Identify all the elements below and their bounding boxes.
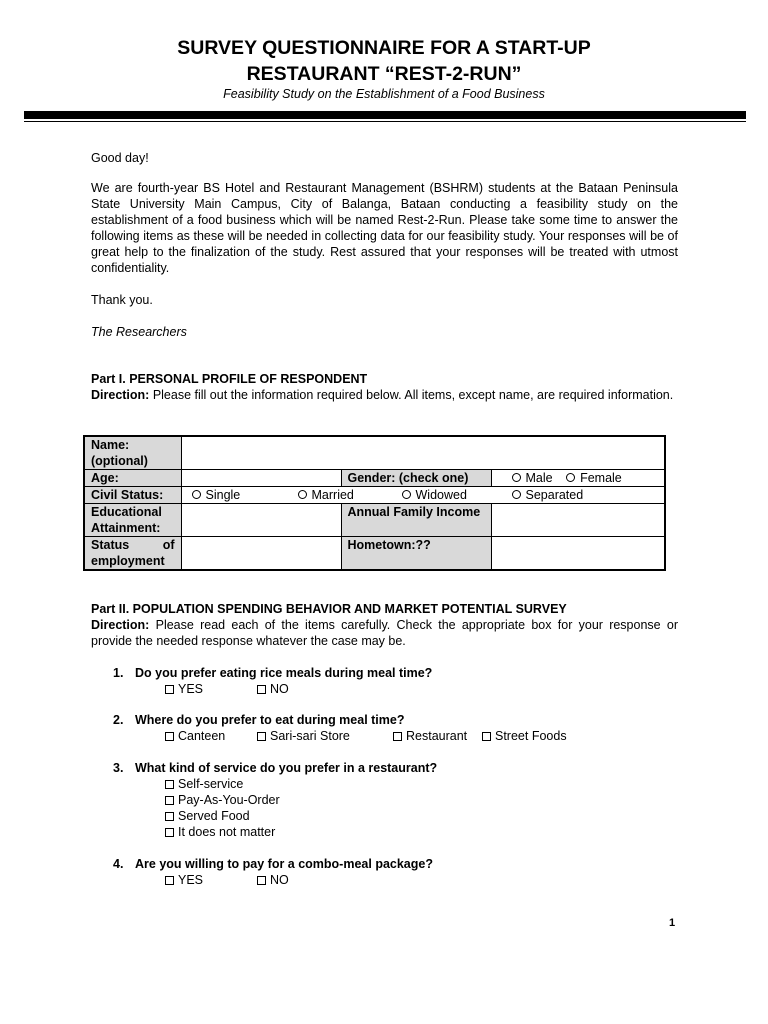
age-label: Age: — [84, 470, 181, 487]
radio-circle-icon — [512, 490, 521, 499]
header-thin-rule — [24, 121, 746, 122]
direction-label: Direction: — [91, 388, 150, 402]
question-number: 2. — [113, 713, 124, 727]
option-label: Street Foods — [495, 729, 567, 743]
radio-circle-icon — [298, 490, 307, 499]
q1-option-yes[interactable] — [165, 681, 203, 697]
part1-direction — [91, 387, 678, 403]
question-text: Are you willing to pay for a combo-meal package? — [135, 857, 433, 871]
table-row — [84, 537, 665, 571]
option-label: Widowed — [415, 488, 467, 502]
employment-field[interactable] — [181, 537, 341, 571]
checkbox-icon — [165, 780, 174, 789]
civil-option-married[interactable] — [298, 487, 354, 503]
income-field[interactable] — [491, 504, 665, 537]
hometown-label: Hometown:?? — [341, 537, 491, 571]
table-row — [84, 504, 665, 537]
option-label: Female — [580, 471, 622, 485]
document-subtitle: Feasibility Study on the Establishment of a Food Business — [223, 87, 545, 101]
age-field[interactable] — [181, 470, 341, 487]
gender-option-female[interactable] — [566, 470, 622, 486]
q4-option-no[interactable] — [257, 872, 289, 888]
thank-you: Thank you. — [91, 293, 153, 307]
checkbox-icon — [257, 876, 266, 885]
q2-option-street-foods[interactable] — [482, 728, 567, 744]
option-label: Pay-As-You-Order — [178, 793, 280, 807]
q3-option-self-service[interactable] — [165, 776, 243, 792]
question-number: 1. — [113, 666, 124, 680]
question-text: Do you prefer eating rice meals during meal time? — [135, 666, 433, 680]
signature: The Researchers — [91, 325, 187, 339]
intro-paragraph: We are fourth-year BS Hotel and Restaurant Management (BSHRM) students at the Bataan Peninsula State University Main Campus, City of Balanga, Bataan conducting a feasibility study on the establishment of a food business which will be named Rest-2-Run. Please take some time to answer the following items as these will be needed in collecting data for our feasibility study. Your responses will be of great help to the finalization of the study. Rest assured that your responses will be treated with utmost confidentiality. — [91, 181, 678, 275]
q4-option-yes[interactable] — [165, 872, 203, 888]
checkbox-icon — [165, 812, 174, 821]
checkbox-icon — [165, 796, 174, 805]
employment-label: Status of employment — [84, 537, 181, 571]
civil-option-widowed[interactable] — [402, 487, 467, 503]
gender-options — [491, 470, 665, 487]
document-title-line-1: SURVEY QUESTIONNAIRE FOR A START-UP — [177, 37, 591, 59]
option-label: Restaurant — [406, 729, 468, 743]
checkbox-icon — [482, 732, 491, 741]
question-2 — [113, 712, 404, 728]
radio-circle-icon — [566, 473, 575, 482]
question-3 — [113, 760, 437, 776]
q2-option-restaurant[interactable] — [393, 728, 467, 744]
civil-option-separated[interactable] — [512, 487, 584, 503]
gender-label: Gender: (check one) — [341, 470, 491, 487]
option-label: Served Food — [178, 809, 250, 823]
part2-direction — [91, 617, 678, 649]
option-label: YES — [178, 873, 204, 887]
profile-table — [83, 435, 666, 571]
question-number: 4. — [113, 857, 124, 871]
option-label: Sari-sari Store — [270, 729, 350, 743]
question-4 — [113, 856, 433, 872]
q3-option-served-food[interactable] — [165, 808, 250, 824]
option-label: Male — [525, 471, 553, 485]
education-label: Educational Attainment: — [84, 504, 181, 537]
q3-option-pay-as-you-order[interactable] — [165, 792, 280, 808]
option-label: Self-service — [178, 777, 244, 791]
question-1 — [113, 665, 432, 681]
part2-heading: Part II. POPULATION SPENDING BEHAVIOR AND MARKET POTENTIAL SURVEY — [91, 602, 567, 616]
gender-option-male[interactable] — [512, 470, 553, 486]
direction-text: Please fill out the information required below. All items, except name, are required information. — [149, 388, 674, 402]
q2-option-canteen[interactable] — [165, 728, 225, 744]
civil-option-single[interactable] — [192, 487, 241, 503]
table-row — [84, 470, 665, 487]
hometown-field[interactable] — [491, 537, 665, 571]
civil-status-options — [181, 487, 665, 504]
checkbox-icon — [393, 732, 402, 741]
checkbox-icon — [165, 876, 174, 885]
checkbox-icon — [165, 828, 174, 837]
name-field[interactable] — [181, 436, 665, 470]
income-label: Annual Family Income — [341, 504, 491, 537]
page-number: 1 — [669, 917, 676, 929]
checkbox-icon — [165, 732, 174, 741]
q3-option-does-not-matter[interactable] — [165, 824, 275, 840]
question-text: Where do you prefer to eat during meal time? — [135, 713, 405, 727]
checkbox-icon — [257, 732, 266, 741]
option-label: Canteen — [178, 729, 226, 743]
radio-circle-icon — [402, 490, 411, 499]
table-row — [84, 487, 665, 504]
question-number: 3. — [113, 761, 124, 775]
q1-option-no[interactable] — [257, 681, 289, 697]
option-label: Married — [311, 488, 354, 502]
education-field[interactable] — [181, 504, 341, 537]
greeting: Good day! — [91, 151, 149, 165]
name-label: Name: (optional) — [84, 436, 181, 470]
q2-option-sari-sari-store[interactable] — [257, 728, 350, 744]
header-thick-rule — [24, 111, 746, 119]
direction-label: Direction: — [91, 618, 150, 632]
document-title-line-2: RESTAURANT “REST-2-RUN” — [246, 63, 522, 85]
table-row — [84, 436, 665, 470]
radio-circle-icon — [512, 473, 521, 482]
question-text: What kind of service do you prefer in a restaurant? — [135, 761, 438, 775]
option-label: Separated — [525, 488, 584, 502]
part1-heading: Part I. PERSONAL PROFILE OF RESPONDENT — [91, 372, 368, 386]
option-label: NO — [270, 873, 289, 887]
radio-circle-icon — [192, 490, 201, 499]
option-label: YES — [178, 682, 204, 696]
option-label: NO — [270, 682, 289, 696]
civil-status-label: Civil Status: — [84, 487, 181, 504]
option-label: Single — [205, 488, 241, 502]
checkbox-icon — [165, 685, 174, 694]
direction-text: Please read each of the items carefully. Check the appropriate box for your response or provide the needed response whatever the case may be. — [91, 618, 678, 648]
checkbox-icon — [257, 685, 266, 694]
option-label: It does not matter — [178, 825, 276, 839]
